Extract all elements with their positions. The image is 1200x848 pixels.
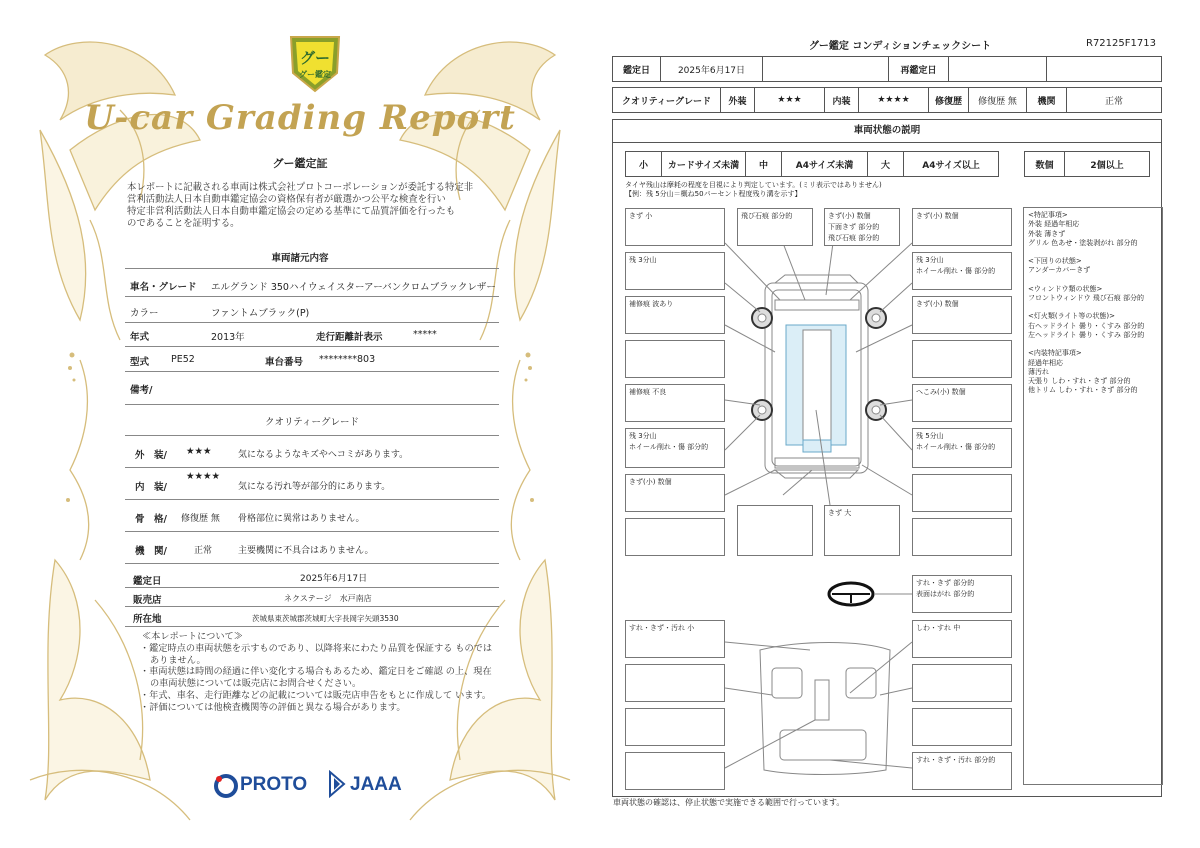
count-legend: 数個 2個以上 — [1024, 151, 1150, 177]
interior-stars: ★★★★ — [859, 88, 929, 113]
repair-value: 修復歴 無 — [969, 88, 1027, 113]
note-box — [737, 505, 813, 556]
frame-desc: 骨格部位に異常はありません。 — [238, 514, 365, 524]
divider — [125, 606, 499, 607]
jaaa-logo: JAAA — [350, 774, 402, 795]
sheet-id: R72125F1713 — [1086, 38, 1156, 49]
color-label: カラー — [130, 308, 159, 319]
note-box — [912, 664, 1012, 702]
divider — [125, 322, 499, 323]
model-value: PE52 — [171, 354, 195, 365]
svg-text:グー: グー — [299, 49, 331, 67]
condition-check-sheet — [600, 0, 1200, 848]
divider — [125, 268, 499, 269]
divider — [125, 531, 499, 532]
engine-value: 正常 — [1067, 88, 1162, 113]
note-box — [912, 474, 1012, 512]
note-box: へこみ(小) 数個 — [912, 384, 1012, 422]
repair-label: 修復歴 — [929, 88, 969, 113]
interior-desc: 気になる汚れ等が部分的にあります。 — [238, 482, 391, 492]
interior-label: 内 装/ — [135, 482, 167, 493]
note-box: きず(小) 数個 — [912, 208, 1012, 246]
interior-label: 内装 — [825, 88, 859, 113]
note-box — [625, 340, 725, 378]
divider — [125, 467, 499, 468]
report-notes: ≪本レポートについて≫ ・鑑定時点の車両状態を示すものであり、以降将来にわたり品質を保証する ものではありません。 ・車両状態は時間の経過に伴い変化する場合もあるため、鑑定日をご確認 の上、現在の車両状態については販売店にお問合せください。 ・年式、車名、走行距離などの記載については販売店申告をもとに作成して います。 ・評価については他検査機関等の評価と異なる場合があります。 — [140, 631, 493, 713]
tire-note: タイヤ残山は摩耗の程度を目視により判定しています。(ミリ表示ではありません) — [625, 181, 882, 189]
divider — [125, 587, 499, 588]
grade-table — [612, 87, 1162, 113]
note-box — [625, 518, 725, 556]
note-box: きず 大 — [824, 505, 900, 556]
note-box — [912, 340, 1012, 378]
note-box: 補修痕 波あり — [625, 296, 725, 334]
note-box — [912, 708, 1012, 746]
dealer-label: 販売店 — [133, 595, 162, 606]
spec-heading: 車両諸元内容 — [271, 253, 329, 264]
date-value: 2025年6月17日 — [661, 57, 763, 82]
remarks-label: 備考/ — [130, 385, 153, 396]
year-value: 2013年 — [211, 332, 245, 343]
divider — [125, 346, 499, 347]
date-label: 鑑定日 — [613, 57, 661, 82]
note-box: 残 3分山 ホイール削れ・傷 部分的 — [912, 252, 1012, 290]
sheet-footer: 車両状態の確認は、停止状態で実施できる範囲で行っています。 — [613, 798, 845, 807]
divider — [125, 371, 499, 372]
note-box: すれ・きず・汚れ 小 — [625, 620, 725, 658]
chassis-value: ********803 — [319, 354, 376, 365]
color-value: ファントムブラック(P) — [211, 308, 310, 319]
frame-label: 骨 格/ — [135, 514, 167, 525]
report-title: U-car Grading Report — [84, 98, 516, 138]
goo-kantei-badge — [287, 33, 343, 93]
date-value: 2025年6月17日 — [300, 574, 368, 584]
name-label: 車名・グレード — [130, 282, 197, 293]
exterior-label: 外装 — [721, 88, 755, 113]
date-table — [612, 56, 1162, 82]
quality-heading: クオリティーグレード — [264, 417, 360, 428]
address-value: 茨城県東茨城郡茨城町大字長岡字矢頭3530 — [252, 614, 399, 623]
divider — [125, 404, 499, 405]
note-box: 残 5分山 ホイール削れ・傷 部分的 — [912, 428, 1012, 468]
engine-label: 機 関/ — [135, 546, 167, 557]
note-box — [625, 664, 725, 702]
special-notes: <特記事項> 外装 経過年相応 外装 薄きず グリル 色あせ・塗装剥がれ 部分的 <下回りの状態> アンダーカバーきず <ウィンドウ類の状態> フロントウィンドウ 飛び石痕 部分的 <灯火類(ライト等の状態)> 右ヘッドライト 曇り・くすみ 部分的 左ヘッドライト 曇り・くすみ 部分的 <内装特記事項> 経過年相応 薄汚れ 天張り しわ・すれ・きず 部分的 他トリム しわ・すれ・きず 部分的 — [1023, 207, 1163, 785]
proto-logo-icon — [213, 773, 239, 799]
note-box: すれ・きず・汚れ 部分的 — [912, 752, 1012, 790]
exterior-desc: 気になるようなキズやヘコミがあります。 — [238, 450, 409, 460]
address-label: 所在地 — [133, 614, 162, 625]
dealer-value: ネクステージ 水戸南店 — [284, 594, 372, 603]
cert-text: 本レポートに記載される車両は株式会社プロトコーポレーションが委託する特定非 営利活動法人日本自動車鑑定協会の資格保有者が厳選かつ公平な検査を行い 特定非営利活動法人日本自動車鑑定協会の定める基準にて品質評価を行ったも のであることを証明する。 — [127, 182, 474, 229]
exterior-stars: ★★★ — [186, 446, 212, 457]
divider — [125, 563, 499, 564]
frame-value: 修復歴 無 — [181, 514, 220, 524]
engine-label: 機関 — [1027, 88, 1067, 113]
divider — [125, 296, 499, 297]
note-box: きず 小 — [625, 208, 725, 246]
divider — [125, 435, 499, 436]
quality-label: クオリティーグレード — [613, 88, 721, 113]
svg-text:グー鑑定: グー鑑定 — [299, 70, 331, 79]
model-label: 型式 — [130, 357, 150, 368]
mileage-label: 走行距離計表示 — [316, 332, 383, 343]
note-box: すれ・きず 部分的 表面はがれ 部分的 — [912, 575, 1012, 613]
reinspect-label: 再鑑定日 — [889, 57, 949, 82]
note-box — [625, 752, 725, 790]
size-legend: 小 カードサイズ未満 中 A4サイズ未満 大 A4サイズ以上 — [625, 151, 999, 177]
proto-logo: PROTO — [240, 774, 308, 795]
chassis-label: 車台番号 — [265, 357, 304, 368]
date-label: 鑑定日 — [133, 576, 162, 587]
tire-example: 【例：残 5分山＝概ね50パーセント程度残り溝を示す】 — [625, 190, 802, 198]
note-box: 飛び石痕 部分的 — [737, 208, 813, 246]
divider — [125, 499, 499, 500]
year-label: 年式 — [130, 332, 150, 343]
note-box — [625, 708, 725, 746]
exterior-label: 外 装/ — [135, 450, 167, 461]
note-box: 残 3分山 ホイール削れ・傷 部分的 — [625, 428, 725, 468]
cert-heading: グー鑑定証 — [272, 157, 328, 170]
condition-heading: 車両状態の説明 — [612, 119, 1162, 143]
note-box — [912, 518, 1012, 556]
mileage-value: ***** — [413, 329, 437, 340]
engine-desc: 主要機関に不具合はありません。 — [238, 546, 374, 556]
note-box: しわ・すれ 中 — [912, 620, 1012, 658]
sheet-title: グー鑑定 コンディションチェックシート — [808, 41, 992, 52]
note-box: きず(小) 数個 — [912, 296, 1012, 334]
jaaa-logo-icon — [328, 770, 346, 798]
note-box: きず(小) 数個 下面きず 部分的 飛び石痕 部分的 — [824, 208, 900, 246]
note-box: 補修痕 不良 — [625, 384, 725, 422]
note-box: きず(小) 数個 — [625, 474, 725, 512]
interior-stars: ★★★★ — [186, 471, 221, 482]
engine-value: 正常 — [194, 546, 213, 556]
name-value: エルグランド 350ハイウェイスターアーバンクロムブラックレザー — [211, 282, 496, 293]
divider — [125, 626, 499, 627]
note-box: 残 3分山 — [625, 252, 725, 290]
exterior-stars: ★★★ — [755, 88, 825, 113]
